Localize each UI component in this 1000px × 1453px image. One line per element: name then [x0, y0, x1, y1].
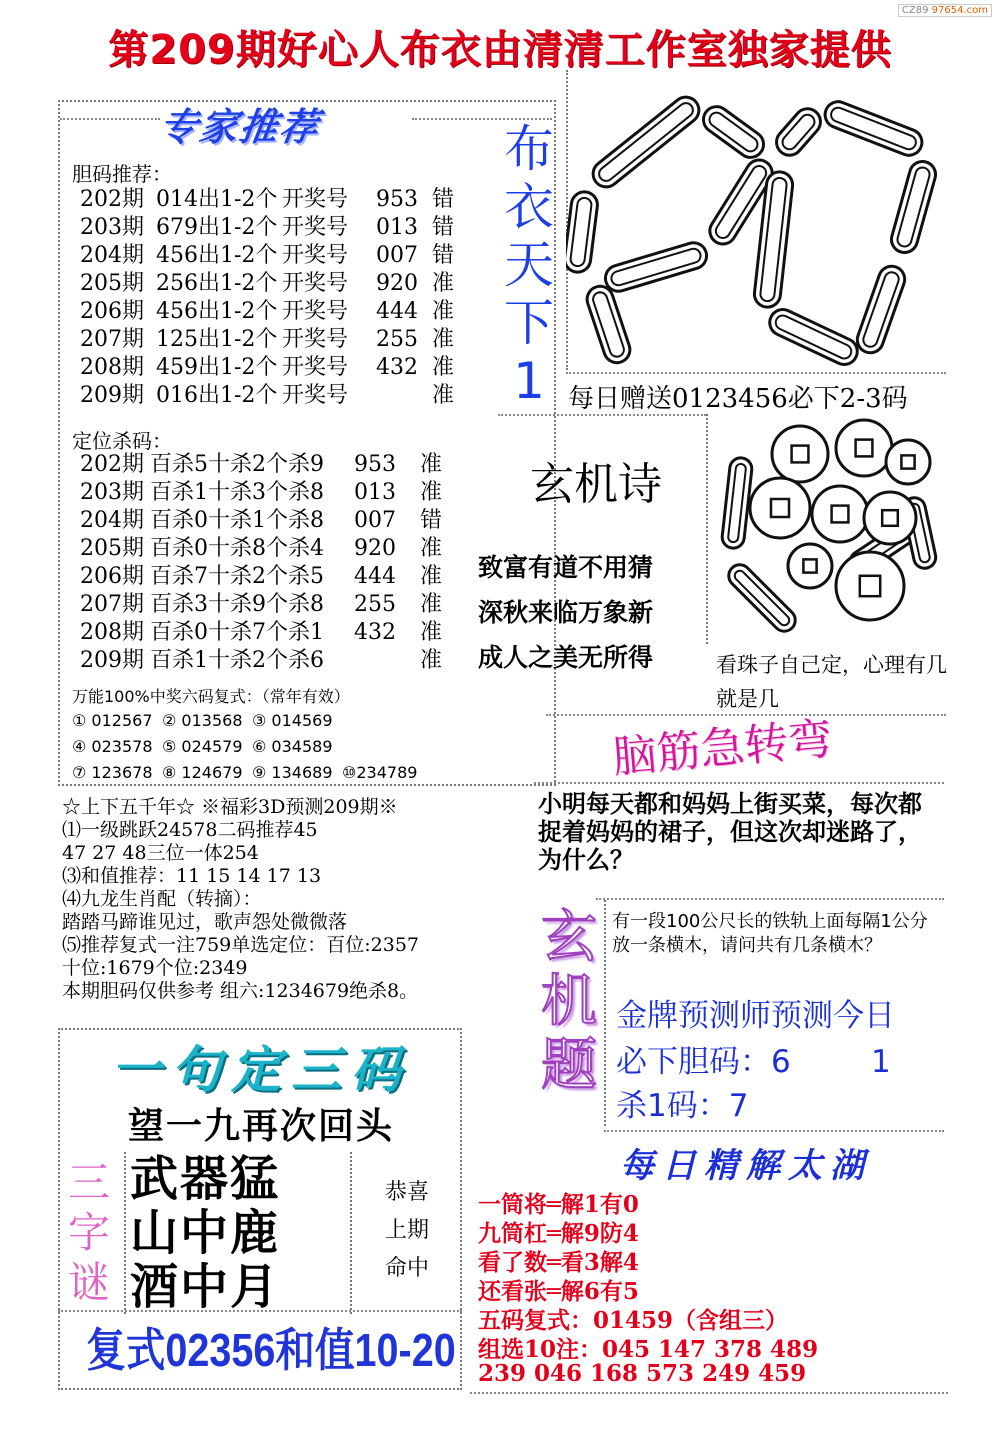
- shangxia-line: 十位:1679个位:2349: [62, 957, 248, 979]
- coin-mark: [886, 440, 930, 484]
- divider: [596, 898, 944, 900]
- row-period: 209期: [80, 648, 144, 673]
- wanneng-row: [72, 734, 432, 760]
- row-result: 准: [420, 536, 443, 561]
- row-period: 206期: [80, 564, 144, 589]
- buyi-char: 布: [504, 120, 554, 178]
- row-result: 错: [432, 243, 455, 268]
- row-period: 207期: [80, 592, 144, 617]
- kill-row: [80, 647, 442, 675]
- danma-row: [80, 214, 454, 242]
- row-result: 准: [432, 299, 455, 324]
- danma-row: [80, 242, 454, 270]
- sha-value: 7: [728, 1088, 749, 1124]
- row-period: 203期: [80, 215, 144, 240]
- divider: [470, 1392, 948, 1394]
- wanneng-row: [72, 708, 432, 734]
- row-kill: 百杀1十杀2个杀6: [150, 648, 324, 673]
- divider: [58, 1310, 462, 1312]
- danma-row: [80, 270, 454, 298]
- kill-row: [80, 591, 442, 619]
- xuanji-poem-line: 致富有道不用猜: [478, 553, 654, 582]
- fushi-line: 复式02356和值10-20: [86, 1324, 456, 1376]
- taihu-line: 九筒杠═解9防4: [478, 1220, 639, 1247]
- watermark: [898, 4, 992, 17]
- row-pick: 679出1-2个: [156, 215, 278, 240]
- xuanji-poem-line: 成人之美无所得: [478, 643, 654, 672]
- daily-gift: 每日赠送0123456必下2-3码: [568, 384, 908, 414]
- xuanjiti-char: 机: [541, 969, 597, 1034]
- row-draw: 920: [376, 271, 418, 296]
- row-kill: 百杀0十杀1个杀8: [150, 508, 324, 533]
- row-pick: 459出1-2个: [156, 355, 278, 380]
- xuanjiti-vertical: [534, 906, 604, 1098]
- gongxi-note: [362, 1174, 452, 1288]
- naojin-title: 脑筋急转弯: [610, 713, 835, 784]
- yiju-title: 一句定三码: [111, 1040, 411, 1099]
- row-pick: 456出1-2个: [156, 299, 278, 324]
- buyi-char: 天: [504, 236, 554, 294]
- row-draw: 255: [354, 592, 396, 617]
- xuanjiti-char: 题: [541, 1033, 597, 1098]
- yiju-poem: 望一九再次回头: [127, 1106, 394, 1147]
- wanneng-item: ② 013568: [162, 711, 243, 730]
- sanzi-label: 三字谜: [67, 1158, 110, 1307]
- row-period: 209期: [80, 383, 144, 408]
- danma-label: 胆码推荐：: [72, 162, 172, 186]
- twenty-segment: [602, 240, 709, 295]
- row-draw-label: 开奖号: [282, 187, 349, 212]
- row-period: 203期: [80, 480, 144, 505]
- coin-mark: [836, 552, 904, 620]
- row-draw-label: 开奖号: [282, 243, 349, 268]
- coin-mark: [812, 486, 868, 542]
- divider: [604, 1130, 944, 1132]
- sha-line: [616, 1080, 748, 1125]
- row-draw: 255: [376, 327, 418, 352]
- row-draw: 953: [354, 452, 396, 477]
- row-result: 准: [420, 620, 443, 645]
- row-period: 208期: [80, 355, 144, 380]
- gongxi-line: 上期: [384, 1218, 429, 1243]
- shangxia-line: 踏踏马蹄谁见过，歌声怨处微微落: [62, 911, 348, 933]
- taihu-line: 看了数═看3解4: [478, 1249, 639, 1276]
- wanneng-table: [72, 708, 432, 786]
- row-result: 准: [432, 383, 455, 408]
- sanzi-word: 酒中月: [130, 1259, 281, 1315]
- bixia-value: 6: [771, 1044, 791, 1080]
- gongxi-line: 恭喜: [384, 1180, 429, 1205]
- twenty-segment: [771, 103, 826, 160]
- danma-row: [80, 382, 454, 410]
- row-draw-label: 开奖号: [282, 383, 349, 408]
- wanneng-item: ⑩234789: [342, 763, 418, 782]
- taihu-title: 每日精解太湖: [620, 1146, 872, 1186]
- row-draw: 007: [354, 508, 396, 533]
- shangxia-line: ⑶和值推荐：11 15 14 17 13: [62, 865, 322, 887]
- buyi-char: 衣: [504, 178, 554, 236]
- danma-row: [80, 298, 454, 326]
- kill-row: [80, 619, 442, 647]
- divider: [706, 414, 708, 644]
- bixia-label: 必下胆码：: [616, 1044, 771, 1080]
- taihu-line: 一筒将═解1有0: [478, 1191, 639, 1218]
- row-period: 204期: [80, 508, 144, 533]
- danma-row: [80, 326, 454, 354]
- twenty-segment: [584, 283, 634, 366]
- wanneng-item: ③ 014569: [252, 711, 333, 730]
- twenty-graphic: [566, 92, 948, 370]
- xuanji-title: 玄机诗: [530, 459, 662, 510]
- shangxia-line: ⑷九龙生肖配（转摘）：: [62, 888, 262, 910]
- row-result: 准: [420, 648, 443, 673]
- shangxia-line: 本期胆码仅供参考 组六:1234679绝杀8。: [62, 980, 419, 1002]
- row-draw-label: 开奖号: [282, 327, 349, 352]
- buyi-char: 下: [504, 294, 554, 352]
- rail-question: 有一段100公尺长的铁轨上面每隔1公分放一条横木，请问共有几条横木？: [612, 911, 928, 956]
- wanneng-item: ⑤ 024579: [162, 737, 243, 756]
- row-draw: 013: [354, 480, 396, 505]
- row-draw-label: 开奖号: [282, 355, 349, 380]
- bead-note: 看珠子自己定，心理有几就是几: [716, 653, 947, 711]
- row-period: 206期: [80, 299, 144, 324]
- twenty-segment: [566, 190, 599, 273]
- row-kill: 百杀1十杀3个杀8: [150, 480, 324, 505]
- bixia-value: 1: [871, 1044, 891, 1080]
- coin-mark: [864, 492, 916, 544]
- kill-row: [80, 507, 442, 535]
- row-result: 准: [432, 271, 455, 296]
- row-pick: 016出1-2个: [156, 383, 278, 408]
- row-pick: 256出1-2个: [156, 271, 278, 296]
- gongxi-line: 命中: [384, 1256, 429, 1281]
- twenty-segment: [821, 98, 925, 159]
- taihu-line: 239 046 168 573 249 459: [478, 1360, 807, 1387]
- shangxia-line: ⑸推荐复式一注759单选定位：百位:2357: [62, 934, 420, 956]
- row-draw: 432: [376, 355, 418, 380]
- row-result: 准: [420, 564, 443, 589]
- divider: [60, 118, 160, 120]
- wanneng-item: ⑨ 134689: [252, 763, 333, 782]
- row-draw-label: 开奖号: [282, 271, 349, 296]
- twenty-segment: [854, 263, 909, 357]
- kill-row: [80, 479, 442, 507]
- row-draw: 013: [376, 215, 418, 240]
- naojin-question: 小明每天都和妈妈上街买菜，每次都捉着妈妈的裙子，但这次却迷路了，为什么？: [538, 790, 922, 874]
- row-kill: 百杀3十杀9个杀8: [150, 592, 324, 617]
- danma-row: [80, 354, 454, 382]
- buyi-vertical: [494, 120, 564, 410]
- row-result: 错: [432, 187, 455, 212]
- page-title: 第209期好心人布衣由清清工作室独家提供: [108, 27, 892, 73]
- row-draw: 432: [354, 620, 396, 645]
- row-period: 205期: [80, 271, 144, 296]
- shangxia-line: ⑴一级跳跃24578二码推荐45: [62, 819, 318, 841]
- divider: [534, 782, 944, 784]
- row-result: 准: [420, 592, 443, 617]
- shangxia-block: [62, 796, 419, 1003]
- divider: [566, 372, 946, 374]
- coin-mark: [772, 426, 828, 482]
- buyi-char: 1: [513, 352, 545, 410]
- divider: [498, 414, 706, 416]
- sanzi-word: 山中鹿: [130, 1205, 281, 1261]
- coin-mark: [750, 478, 810, 538]
- wanneng-item: ① 012567: [72, 711, 153, 730]
- coin-mark: [836, 420, 892, 476]
- xuanji-poem-line: 深秋来临万象新: [478, 598, 654, 627]
- sanzi-word: 武器猛: [130, 1151, 281, 1207]
- row-pick: 014出1-2个: [156, 187, 278, 212]
- row-period: 204期: [80, 243, 144, 268]
- wanneng-row: [72, 760, 432, 786]
- kill-row: [80, 563, 442, 591]
- row-kill: 百杀7十杀2个杀5: [150, 564, 324, 589]
- watermark-code: CZ89: [901, 5, 929, 16]
- row-period: 207期: [80, 327, 144, 352]
- coin-stick: [721, 457, 753, 549]
- row-result: 准: [420, 452, 443, 477]
- danma-row: [80, 186, 454, 214]
- row-kill: 百杀0十杀7个杀1: [150, 620, 324, 645]
- row-draw-label: 开奖号: [282, 299, 349, 324]
- coin-nine-graphic: [712, 418, 946, 642]
- kill-row: [80, 535, 442, 563]
- row-draw: 007: [376, 243, 418, 268]
- row-period: 208期: [80, 620, 144, 645]
- bixia-line: [616, 1036, 891, 1081]
- row-result: 错: [432, 215, 455, 240]
- shangxia-line: ☆上下五千年☆ ※福彩3D预测209期※: [62, 796, 398, 818]
- expert-title: 专家推荐: [156, 105, 323, 149]
- taihu-line: 还看张═解6有5: [478, 1278, 639, 1305]
- divider: [604, 900, 606, 1126]
- kill-row: [80, 451, 442, 479]
- kill-label: 定位杀码：: [72, 429, 172, 453]
- twenty-segment: [765, 305, 861, 369]
- row-result: 准: [432, 327, 455, 352]
- twenty-segment: [698, 101, 768, 162]
- gold-title: 金牌预测师预测今日: [616, 998, 895, 1034]
- row-pick: 125出1-2个: [156, 327, 278, 352]
- row-result: 错: [420, 508, 443, 533]
- taihu-line: 五码复式：01459（含组三）: [478, 1307, 789, 1334]
- taihu-line: 组选10注：045 147 378 489: [478, 1336, 819, 1363]
- wanneng-item: ⑦ 123678: [72, 763, 153, 782]
- row-kill: 百杀5十杀2个杀9: [150, 452, 324, 477]
- row-draw: 444: [354, 564, 396, 589]
- wanneng-title: 万能100%中奖六码复式：（常年有效）: [72, 687, 350, 706]
- row-draw-label: 开奖号: [282, 215, 349, 240]
- xuanjiti-char: 玄: [541, 905, 597, 970]
- row-draw: 444: [376, 299, 418, 324]
- wanneng-item: ⑧ 124679: [162, 763, 243, 782]
- sanzi-words: [124, 1152, 352, 1314]
- sha-label: 杀1码：: [616, 1088, 729, 1124]
- row-pick: 456出1-2个: [156, 243, 278, 268]
- danma-table: [80, 186, 454, 410]
- twenty-segment: [588, 92, 704, 192]
- wanneng-item: ④ 023578: [72, 737, 153, 756]
- watermark-site: 97654.com: [931, 5, 988, 16]
- wanneng-item: ⑥ 034589: [252, 737, 333, 756]
- row-result: 准: [432, 355, 455, 380]
- row-result: 准: [420, 480, 443, 505]
- row-period: 202期: [80, 452, 144, 477]
- kill-table: [80, 451, 442, 675]
- row-period: 202期: [80, 187, 144, 212]
- twenty-segment: [888, 159, 938, 256]
- row-draw: 953: [376, 187, 418, 212]
- coin-mark: [788, 544, 832, 588]
- row-draw: 920: [354, 536, 396, 561]
- shangxia-line: 47 27 48三位一体254: [62, 842, 259, 864]
- row-kill: 百杀0十杀8个杀4: [150, 536, 324, 561]
- row-period: 205期: [80, 536, 144, 561]
